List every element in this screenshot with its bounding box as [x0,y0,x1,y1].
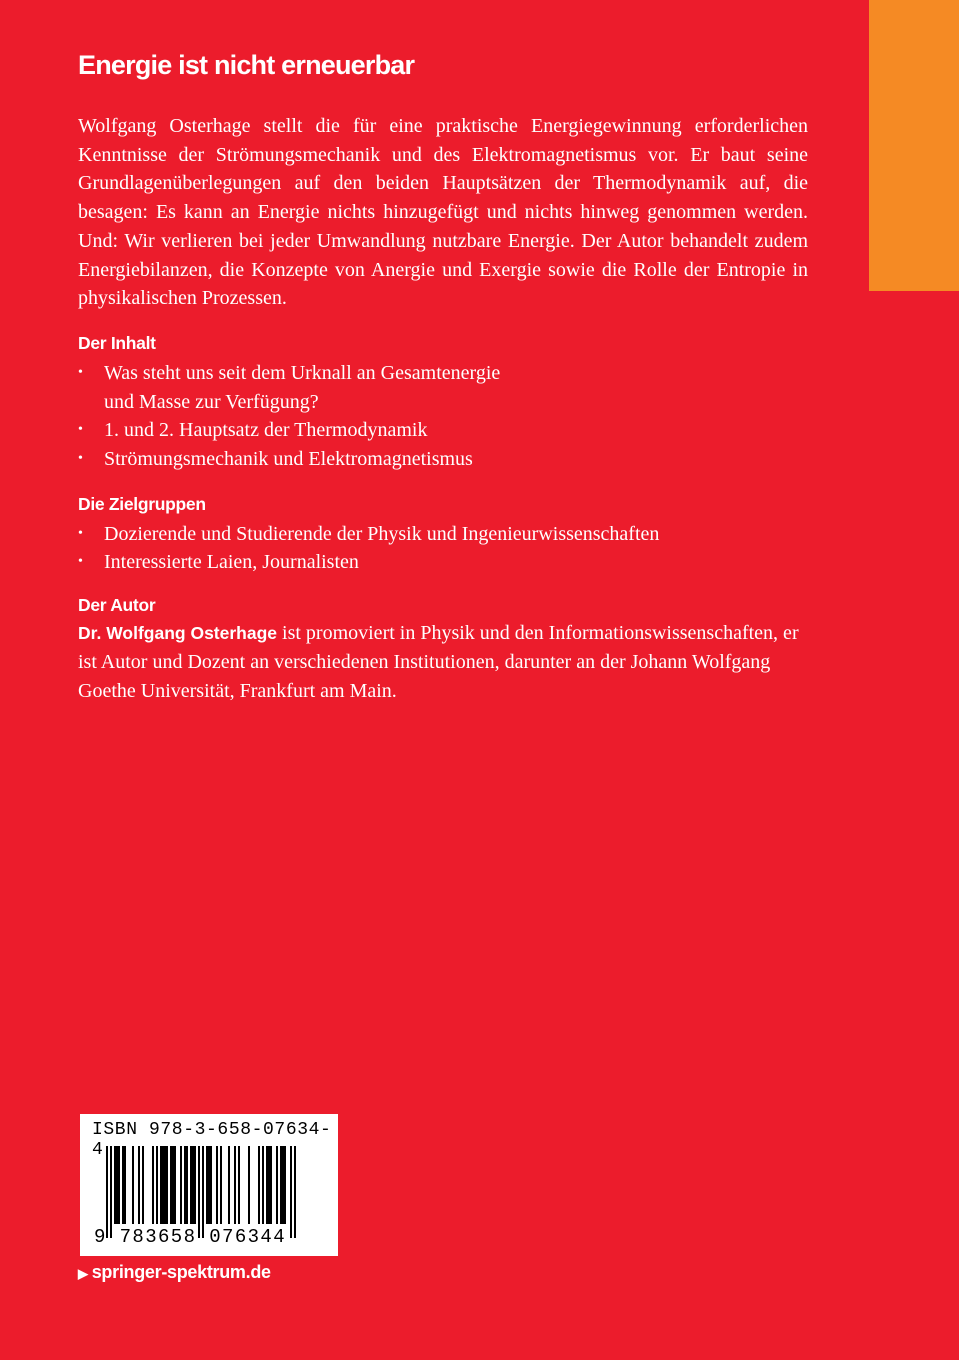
barcode-bar [180,1146,182,1224]
isbn-label: ISBN 978-3-658-07634-4 [92,1120,332,1160]
list-item-text: 1. und 2. Hauptsatz der Thermodynamik [104,419,428,442]
barcode-bar [110,1146,112,1238]
barcode-bar [198,1146,200,1238]
barcode-bar [106,1146,108,1238]
barcode-bar [276,1146,278,1224]
list-item [78,359,808,416]
bullet-icon: • [78,554,83,570]
barcode-bar [172,1146,174,1224]
section-heading-autor: Der Autor [78,595,156,616]
orange-accent-tab [869,0,959,291]
list-item-text-continued: und Masse zur Verfügung? [104,390,319,413]
section-heading-zielgruppen: Die Zielgruppen [78,493,206,514]
barcode-bar [248,1146,250,1224]
barcode-bar [234,1146,236,1224]
barcode-bar [192,1146,194,1224]
barcode-bar [184,1146,186,1224]
barcode-bar [262,1146,264,1224]
barcode-bar [202,1146,204,1238]
barcode-bar [266,1146,268,1224]
list-item [78,416,808,445]
barcode-bar [132,1146,134,1224]
intro-paragraph: Wolfgang Osterhage stellt die für eine praktische Energiegewinnung erforderlichen Kenntnisse der Strömungsmechanik und des Elektromagnetismus vor. Er baut seine Grundlagenüberlegungen auf den beiden Hauptsätzen der Thermodynamik auf, die besagen: Es kann an Energie nichts hinzugefügt und nichts hinweg genommen werden. Und: Wir verlieren bei jeder Umwandlung nutzbare Energie. Der Autor behandelt zudem Energiebilanzen, die Konzepte von Anergie und Exergie sowie die Rolle der Entropie in physikalischen Prozessen. [78,115,808,310]
barcode-bar [156,1146,158,1224]
list-item [78,520,808,549]
barcode-bar [138,1146,140,1224]
author-bio-text: ist promoviert in Physik und den Informationswissenschaften, er ist Autor und Dozent an verschiedenen Institutionen, darunter an der Johann Wolfgang Goethe Universität, Frankfurt am Main. [78,622,799,702]
barcode-bar [210,1146,212,1224]
bullet-icon: • [78,451,83,467]
barcode-bar [170,1146,172,1224]
barcode-bar [290,1146,292,1238]
list-item-text: Strömungsmechanik und Elektromagnetismus [104,448,473,471]
publisher-url: springer-spektrum.de [91,1262,271,1282]
back-cover-content [78,40,808,705]
barcode-bar [164,1146,166,1224]
list-item [78,445,808,474]
bullet-icon: • [78,364,83,380]
barcode-bar [228,1146,230,1224]
barcode-bar [284,1146,286,1224]
barcode-bar [282,1146,284,1224]
barcode-bar [206,1146,208,1224]
list-item [78,548,808,577]
list-item-text: Dozierende und Studierende der Physik und Ingenieurwissenschaften [104,522,660,545]
barcode-bar [114,1146,116,1224]
bullet-icon: • [78,525,83,541]
barcode-bar [124,1146,126,1224]
barcode-bar [280,1146,282,1224]
list-item-text: Interessierte Laien, Journalisten [104,551,359,574]
inhalt-list [78,359,808,474]
page-title: Energie ist nicht erneuerbar [78,50,415,80]
list-item-text: Was steht uns seit dem Urknall an Gesamtenergie [104,361,501,384]
barcode-bar [270,1146,272,1224]
barcode-bar [208,1146,210,1224]
barcode-bar [258,1146,260,1224]
barcode-bar [142,1146,144,1224]
barcode-bar [268,1146,270,1224]
barcode-bar [220,1146,222,1224]
barcode-bar [166,1146,168,1224]
author-bio [78,619,808,705]
barcode-bar [186,1146,188,1224]
barcode-bar [216,1146,218,1224]
triangle-right-icon: ▶ [78,1266,88,1281]
barcode-digits: 9 783658 076344 [94,1226,287,1248]
zielgruppen-list [78,520,808,577]
barcode-bar [118,1146,120,1224]
barcode-bar [152,1146,154,1224]
author-name: Dr. Wolfgang Osterhage [78,623,278,644]
barcode-bar [116,1146,118,1224]
barcode-bar [162,1146,164,1224]
barcode-bar [294,1146,296,1238]
barcode-bar [160,1146,162,1224]
barcode-bar [190,1146,192,1224]
bullet-icon: • [78,422,83,438]
barcode-bar [194,1146,196,1224]
publisher-link[interactable] [78,1262,271,1283]
barcode-bar [122,1146,124,1224]
barcode-bar [174,1146,176,1224]
isbn-barcode [80,1114,338,1256]
section-heading-inhalt: Der Inhalt [78,332,156,353]
barcode-bar [238,1146,240,1224]
